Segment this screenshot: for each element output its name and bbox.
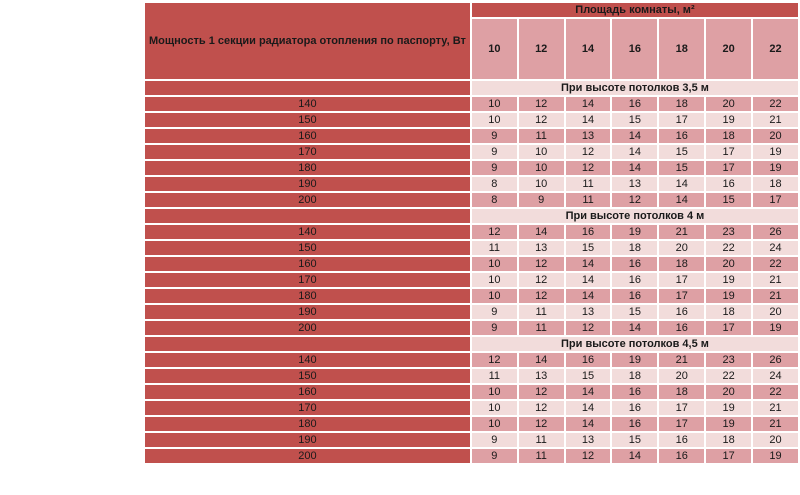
sections-count-cell: 16 [612, 385, 657, 401]
table-row [145, 401, 798, 417]
sections-count-cell: 10 [519, 145, 564, 161]
sections-count-cell: 15 [612, 113, 657, 129]
table-row [145, 113, 798, 129]
table-row [145, 369, 798, 385]
sections-count-cell: 21 [753, 289, 798, 305]
sections-count-cell: 12 [566, 449, 611, 465]
power-cell: 190 [145, 433, 470, 449]
sections-count-cell: 15 [659, 161, 704, 177]
power-cell: 140 [145, 97, 470, 113]
power-cell: 160 [145, 385, 470, 401]
power-cell: 180 [145, 417, 470, 433]
sections-count-cell: 18 [659, 385, 704, 401]
sections-count-cell: 12 [519, 401, 564, 417]
power-cell: 180 [145, 289, 470, 305]
sections-count-cell: 14 [566, 257, 611, 273]
sections-count-cell: 16 [612, 257, 657, 273]
sections-count-cell: 17 [659, 401, 704, 417]
sections-count-cell: 9 [472, 433, 517, 449]
area-group-header: Площадь комнаты, м² [472, 3, 798, 19]
power-cell: 140 [145, 353, 470, 369]
sections-count-cell: 11 [566, 193, 611, 209]
sections-count-cell: 20 [753, 305, 798, 321]
sections-count-cell: 13 [519, 241, 564, 257]
sections-count-cell: 14 [612, 321, 657, 337]
sections-count-cell: 21 [753, 401, 798, 417]
sections-count-cell: 14 [612, 145, 657, 161]
sections-count-cell: 21 [753, 273, 798, 289]
sections-count-cell: 10 [472, 289, 517, 305]
section-row [145, 209, 798, 225]
sections-count-cell: 18 [659, 97, 704, 113]
sections-count-cell: 21 [753, 417, 798, 433]
sections-count-cell: 16 [659, 129, 704, 145]
sections-count-cell: 22 [753, 97, 798, 113]
area-header-cell: 18 [659, 19, 704, 81]
sections-count-cell: 26 [753, 353, 798, 369]
sections-count-cell: 16 [612, 401, 657, 417]
power-cell: 190 [145, 177, 470, 193]
sections-count-cell: 16 [706, 177, 751, 193]
section-label-spacer [145, 337, 470, 353]
sections-count-cell: 18 [612, 241, 657, 257]
section-label-spacer [145, 81, 470, 97]
sections-count-cell: 16 [566, 225, 611, 241]
sections-count-cell: 19 [753, 145, 798, 161]
sections-count-cell: 11 [566, 177, 611, 193]
sections-count-cell: 15 [566, 369, 611, 385]
sections-count-cell: 12 [566, 161, 611, 177]
sections-count-cell: 14 [612, 161, 657, 177]
sections-count-cell: 21 [753, 113, 798, 129]
sections-count-cell: 21 [659, 353, 704, 369]
sections-count-cell: 18 [706, 129, 751, 145]
sections-count-cell: 9 [472, 161, 517, 177]
sections-count-cell: 15 [612, 433, 657, 449]
sections-count-cell: 16 [612, 417, 657, 433]
sections-count-cell: 19 [753, 449, 798, 465]
sections-count-cell: 23 [706, 225, 751, 241]
sections-count-cell: 19 [706, 113, 751, 129]
table-row [145, 305, 798, 321]
sections-count-cell: 14 [566, 401, 611, 417]
sections-count-cell: 10 [472, 401, 517, 417]
power-cell: 150 [145, 369, 470, 385]
sections-count-cell: 16 [612, 289, 657, 305]
sections-count-cell: 12 [566, 145, 611, 161]
sections-count-cell: 20 [659, 369, 704, 385]
sections-count-cell: 26 [753, 225, 798, 241]
table-row [145, 241, 798, 257]
power-cell: 150 [145, 241, 470, 257]
sections-count-cell: 22 [753, 257, 798, 273]
sections-count-cell: 14 [566, 385, 611, 401]
sections-count-cell: 13 [566, 433, 611, 449]
sections-count-cell: 18 [706, 305, 751, 321]
sections-count-cell: 19 [706, 289, 751, 305]
sections-count-cell: 17 [659, 289, 704, 305]
sections-count-cell: 14 [659, 193, 704, 209]
sections-count-cell: 17 [659, 417, 704, 433]
sections-count-cell: 14 [612, 129, 657, 145]
sections-count-cell: 10 [472, 113, 517, 129]
sections-count-cell: 10 [472, 97, 517, 113]
table-row [145, 385, 798, 401]
table-row [145, 177, 798, 193]
sections-count-cell: 18 [612, 369, 657, 385]
sections-count-cell: 12 [519, 385, 564, 401]
area-header-cell: 20 [706, 19, 751, 81]
sections-count-cell: 14 [519, 225, 564, 241]
power-cell: 200 [145, 449, 470, 465]
sections-count-cell: 11 [472, 241, 517, 257]
sections-count-cell: 14 [566, 417, 611, 433]
sections-count-cell: 14 [566, 273, 611, 289]
sections-count-cell: 22 [706, 369, 751, 385]
sections-count-cell: 20 [753, 433, 798, 449]
sections-count-cell: 11 [472, 369, 517, 385]
sections-count-cell: 16 [612, 273, 657, 289]
table-row [145, 225, 798, 241]
sections-count-cell: 12 [566, 321, 611, 337]
sections-count-cell: 11 [519, 321, 564, 337]
sections-count-cell: 15 [706, 193, 751, 209]
table-row [145, 449, 798, 465]
sections-count-cell: 12 [519, 417, 564, 433]
power-column-header: Мощность 1 секции радиатора отопления по паспорту, Вт [145, 3, 470, 81]
sections-count-cell: 24 [753, 369, 798, 385]
area-header-cell: 22 [753, 19, 798, 81]
sections-count-cell: 12 [519, 273, 564, 289]
sections-count-cell: 14 [612, 449, 657, 465]
power-cell: 170 [145, 273, 470, 289]
power-cell: 170 [145, 145, 470, 161]
sections-count-cell: 22 [706, 241, 751, 257]
sections-count-cell: 14 [566, 97, 611, 113]
sections-count-cell: 12 [519, 97, 564, 113]
table-row [145, 417, 798, 433]
sections-count-cell: 10 [519, 161, 564, 177]
sections-count-cell: 20 [659, 241, 704, 257]
sections-count-cell: 16 [612, 97, 657, 113]
sections-count-cell: 16 [566, 353, 611, 369]
sections-count-cell: 15 [612, 305, 657, 321]
sections-count-cell: 15 [566, 241, 611, 257]
sections-count-cell: 15 [659, 145, 704, 161]
sections-count-cell: 16 [659, 305, 704, 321]
sections-count-cell: 20 [753, 129, 798, 145]
sections-count-cell: 19 [706, 417, 751, 433]
sections-count-cell: 8 [472, 177, 517, 193]
sections-count-cell: 12 [472, 353, 517, 369]
area-header-cell: 14 [566, 19, 611, 81]
table-row [145, 257, 798, 273]
sections-count-cell: 16 [659, 433, 704, 449]
table-row [145, 97, 798, 113]
power-cell: 200 [145, 193, 470, 209]
section-title: При высоте потолков 4,5 м [472, 337, 798, 353]
section-row [145, 337, 798, 353]
sections-count-cell: 19 [612, 353, 657, 369]
section-title: При высоте потолков 3,5 м [472, 81, 798, 97]
sections-count-cell: 13 [612, 177, 657, 193]
table-row [145, 289, 798, 305]
sections-count-cell: 12 [519, 257, 564, 273]
sections-count-cell: 19 [612, 225, 657, 241]
sections-count-cell: 17 [659, 113, 704, 129]
sections-count-cell: 18 [706, 433, 751, 449]
sections-count-cell: 10 [472, 385, 517, 401]
sections-count-cell: 14 [659, 177, 704, 193]
sections-count-cell: 11 [519, 129, 564, 145]
sections-count-cell: 13 [566, 129, 611, 145]
sections-count-cell: 8 [472, 193, 517, 209]
sections-count-cell: 14 [566, 289, 611, 305]
table-row [145, 193, 798, 209]
power-cell: 160 [145, 129, 470, 145]
sections-count-cell: 18 [659, 257, 704, 273]
sections-count-cell: 12 [472, 225, 517, 241]
section-row [145, 81, 798, 97]
sections-count-cell: 22 [753, 385, 798, 401]
power-cell: 150 [145, 113, 470, 129]
sections-count-cell: 16 [659, 449, 704, 465]
sections-count-cell: 12 [519, 289, 564, 305]
section-title: При высоте потолков 4 м [472, 209, 798, 225]
radiator-sections-table [143, 3, 800, 465]
power-cell: 180 [145, 161, 470, 177]
sections-count-cell: 9 [472, 321, 517, 337]
table-row [145, 353, 798, 369]
sections-count-cell: 19 [753, 161, 798, 177]
sections-count-cell: 18 [753, 177, 798, 193]
sections-count-cell: 20 [706, 385, 751, 401]
sections-count-cell: 10 [472, 273, 517, 289]
sections-count-cell: 17 [706, 321, 751, 337]
table-row [145, 433, 798, 449]
sections-count-cell: 17 [706, 145, 751, 161]
power-cell: 160 [145, 257, 470, 273]
sections-count-cell: 10 [472, 257, 517, 273]
sections-count-cell: 16 [659, 321, 704, 337]
sections-count-cell: 11 [519, 449, 564, 465]
sections-count-cell: 17 [659, 273, 704, 289]
sections-count-cell: 14 [566, 113, 611, 129]
sections-count-cell: 10 [519, 177, 564, 193]
sections-count-cell: 19 [753, 321, 798, 337]
sections-count-cell: 12 [612, 193, 657, 209]
sections-count-cell: 17 [753, 193, 798, 209]
sections-count-cell: 17 [706, 161, 751, 177]
sections-count-cell: 12 [519, 113, 564, 129]
sections-count-cell: 23 [706, 353, 751, 369]
power-cell: 140 [145, 225, 470, 241]
header-row-top [145, 3, 798, 19]
section-label-spacer [145, 209, 470, 225]
sections-count-cell: 20 [706, 257, 751, 273]
sections-count-cell: 9 [472, 129, 517, 145]
sections-count-cell: 11 [519, 305, 564, 321]
sections-count-cell: 24 [753, 241, 798, 257]
sections-count-cell: 9 [472, 145, 517, 161]
table-row [145, 321, 798, 337]
area-header-cell: 12 [519, 19, 564, 81]
sections-count-cell: 17 [706, 449, 751, 465]
sections-count-cell: 9 [472, 305, 517, 321]
area-header-cell: 16 [612, 19, 657, 81]
power-cell: 200 [145, 321, 470, 337]
sections-count-cell: 9 [472, 449, 517, 465]
table-row [145, 129, 798, 145]
power-cell: 170 [145, 401, 470, 417]
sections-count-cell: 13 [566, 305, 611, 321]
table-row [145, 273, 798, 289]
sections-count-cell: 19 [706, 401, 751, 417]
sections-count-cell: 9 [519, 193, 564, 209]
table-row [145, 161, 798, 177]
sections-count-cell: 14 [519, 353, 564, 369]
sections-count-cell: 11 [519, 433, 564, 449]
sections-count-cell: 13 [519, 369, 564, 385]
table-row [145, 145, 798, 161]
area-header-cell: 10 [472, 19, 517, 81]
sections-count-cell: 10 [472, 417, 517, 433]
sections-count-cell: 19 [706, 273, 751, 289]
power-cell: 190 [145, 305, 470, 321]
sections-count-cell: 21 [659, 225, 704, 241]
sections-count-cell: 20 [706, 97, 751, 113]
